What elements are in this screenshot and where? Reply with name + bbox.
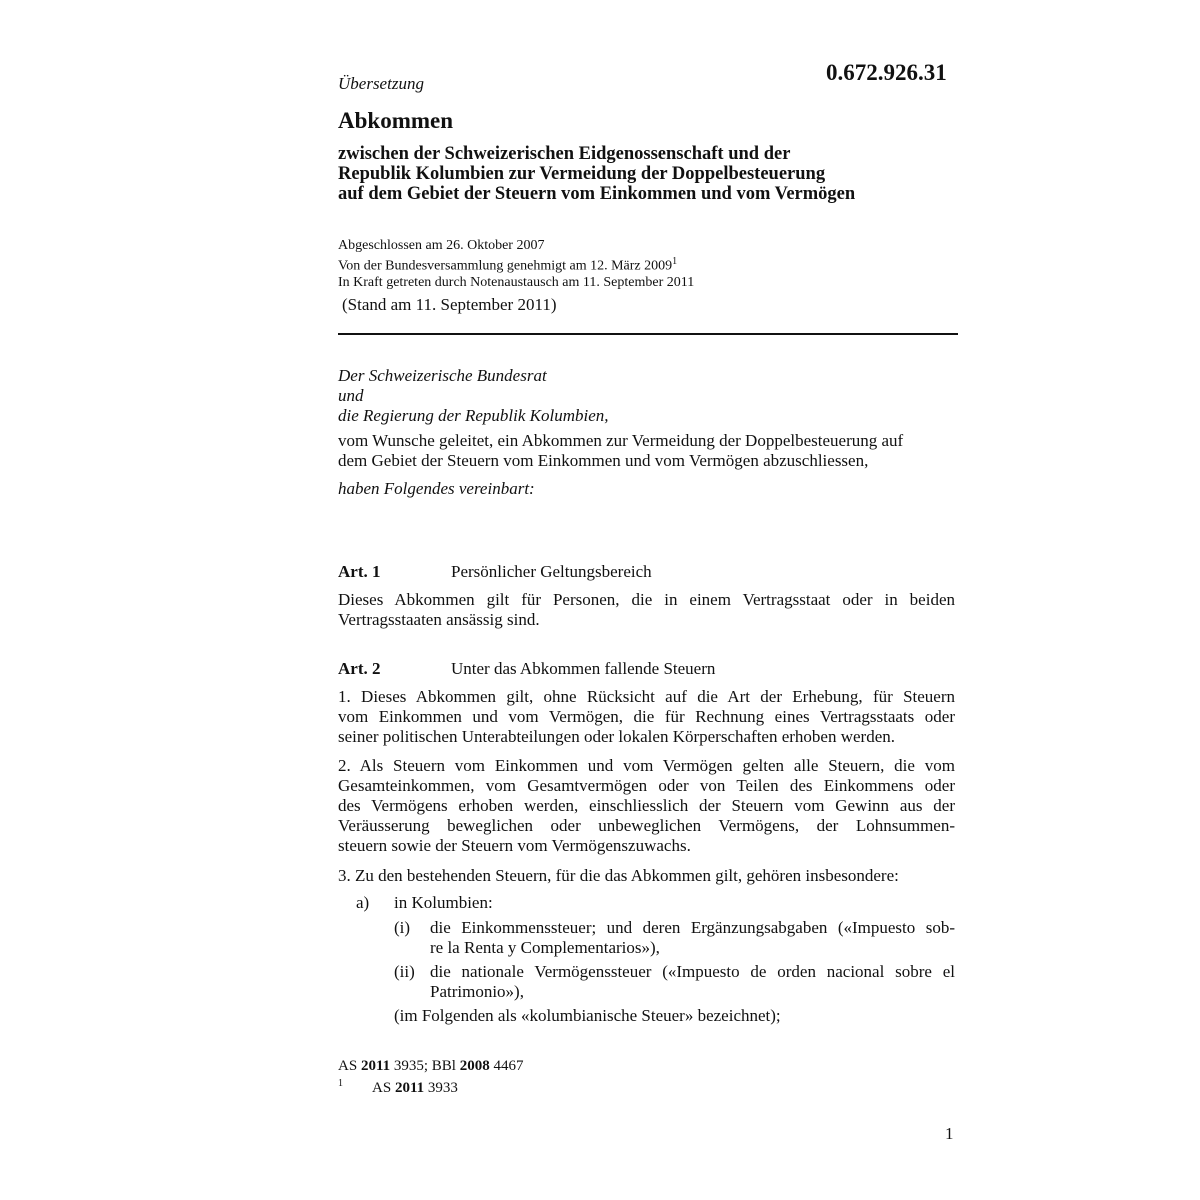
preamble-agreed: haben Folgendes vereinbart: [338,479,535,498]
as-year: 2011 [360,1058,391,1074]
body-line: die Einkommenssteuer; und deren Ergänzungsabgaben («Impuesto sob- [430,918,955,937]
footnote-1-text [372,1080,458,1097]
after-note: (im Folgenden als «kolumbianische Steuer» bezeichnet); [394,1006,781,1025]
body-line: Gesamteinkommen, vom Gesamtvermögen oder von Teilen des Einkommens oder [338,776,955,795]
item-a-marker: a) [356,893,370,912]
approved-date [338,254,694,275]
sub-i-text [430,918,955,958]
party-2: die Regierung der Republik Kolumbien, [338,406,609,425]
article-1-label: Art. 1 [338,562,381,581]
approved-text: Von der Bundesversammlung genehmigt am 12. März 2009 [338,258,673,274]
in-force-date: In Kraft getreten durch Notenaustausch am 11. September 2011 [338,274,695,290]
body-line: Patrimonio»), [430,982,524,1001]
item-a-text: in Kolumbien: [394,893,493,912]
and-word: und [338,386,364,405]
body-line: seiner politischen Unterabteilungen oder lokalen Körperschaften erhoben werden. [338,727,896,746]
preamble-desire [338,431,958,471]
body-line: 2. Als Steuern vom Einkommen und vom Vermögen gelten alle Steuern, die vom [338,756,955,775]
article-1-body [338,590,955,630]
translation-label: Übersetzung [338,74,424,93]
bbl-year: 2008 [459,1058,490,1074]
body-line: 1. Dieses Abkommen gilt, ohne Rücksicht auf die Art der Erhebung, für Steuern [338,687,955,706]
preamble-parties [338,366,609,426]
article-1-title: Persönlicher Geltungsbereich [451,562,652,581]
article-2-para-1 [338,687,955,747]
dates-block [338,238,694,291]
horizontal-rule [338,333,958,335]
body-line: Dieses Abkommen gilt für Personen, die in einem Vertragsstaat oder in beiden [338,590,955,609]
desire-line: dem Gebiet der Steuern vom Einkommen und vom Vermögen abzuschliessen, [338,451,869,470]
subtitle-line: zwischen der Schweizerischen Eidgenossenschaft und der [338,144,791,164]
desire-line: vom Wunsche geleitet, ein Abkommen zur Vermeidung der Doppelbesteuerung auf [338,431,904,450]
source-prefix: AS [338,1058,361,1074]
as-page: 3935; BBl [390,1058,460,1074]
fn1-year: 2011 [394,1080,425,1096]
bbl-page: 4467 [489,1058,524,1074]
document-title: Abkommen [338,108,454,133]
article-2-para-2 [338,756,955,856]
concluded-date: Abgeschlossen am 26. Oktober 2007 [338,238,545,253]
body-line: re la Renta y Complementarios»), [430,938,660,957]
body-line: vom Einkommen und vom Vermögen, die für Rechnung eines Vertragsstaats oder [338,707,955,726]
article-2-title: Unter das Abkommen fallende Steuern [451,659,716,678]
sub-i-marker: (i) [394,918,411,937]
status-date: (Stand am 11. September 2011) [342,295,557,314]
fn1-page: 3933 [424,1080,458,1096]
footnote-mark: 1 [672,256,678,267]
document-subtitle [338,144,855,204]
sub-ii-marker: (ii) [394,962,415,981]
body-line: Vertragsstaaten ansässig sind. [338,610,540,629]
body-line: Veräusserung beweglichen oder unbeweglichen Vermögens, der Lohnsummen- [338,816,955,835]
body-line: die nationale Vermögenssteuer («Impuesto de orden nacional sobre el [430,962,955,981]
sub-ii-text [430,962,955,1002]
subtitle-line: Republik Kolumbien zur Vermeidung der Doppelbesteuerung [338,164,826,184]
fn1-prefix: AS [372,1080,395,1096]
footnote-1-mark: 1 [338,1078,343,1089]
body-line: des Vermögens erhoben werden, einschliesslich der Steuern vom Gewinn aus der [338,796,955,815]
subtitle-line: auf dem Gebiet der Steuern vom Einkommen und vom Vermögen [338,184,856,204]
sr-number: 0.672.926.31 [826,60,947,85]
party-1: Der Schweizerische Bundesrat [338,366,547,385]
source-reference [338,1058,523,1075]
body-line: steuern sowie der Steuern vom Vermögenszuwachs. [338,836,691,855]
article-2-label: Art. 2 [338,659,381,678]
article-2-para-3: 3. Zu den bestehenden Steuern, für die das Abkommen gilt, gehören insbesondere: [338,866,899,885]
page-number: 1 [945,1124,954,1143]
